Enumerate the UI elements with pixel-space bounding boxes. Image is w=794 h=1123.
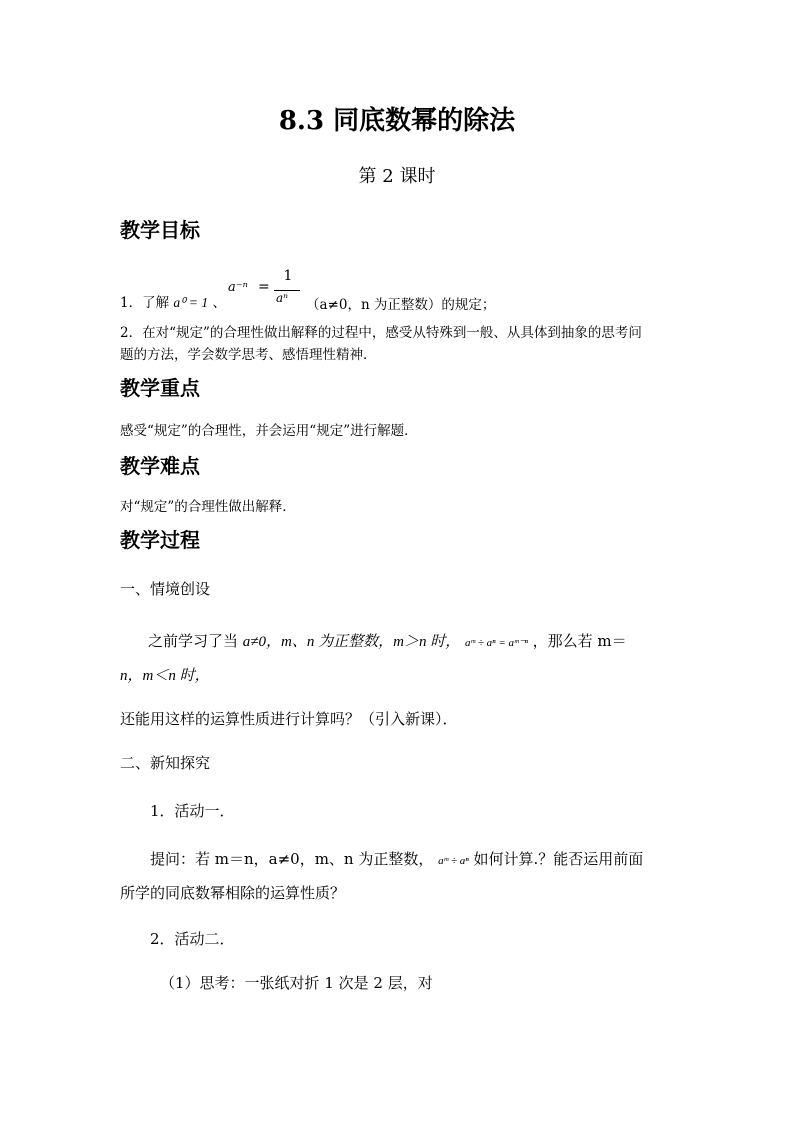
question-line-1 — [150, 848, 643, 869]
formula-division: aᵐ ÷ aⁿ — [438, 855, 469, 867]
paragraph-1-intro: 之前学习了当 — [148, 632, 239, 650]
activity-2: 2．活动二． — [150, 930, 235, 948]
question-intro: 提问：若 m＝n，a≠0，m、n 为正整数， — [150, 850, 434, 868]
question-continue: 如何计算.？能否运用前面 — [473, 850, 644, 868]
formula-lhs: a⁻ⁿ — [228, 280, 248, 295]
objective-1-sep: 、 — [212, 295, 226, 311]
objective-2-line-1: 2．在对“规定”的合理性做出解释的过程中，感受从特殊到一般、从具体到抽象的思考问 — [120, 325, 642, 341]
paragraph-1-condition: a≠0，m、n 为正整数，m＞n 时， — [242, 634, 461, 650]
objective-2-line-2: 题的方法，学会数学思考、感悟理性精神． — [120, 347, 377, 363]
heading-difficult-point: 教学难点 — [120, 454, 200, 478]
paragraph-1-line-2: n，m＜n 时， — [120, 668, 210, 684]
think-text: （1）思考：一张纸对折 1 次是 2 层，对 — [160, 974, 433, 992]
heading-objectives: 教学目标 — [120, 218, 200, 242]
heading-key-point: 教学重点 — [120, 376, 200, 400]
page-title: 8.3 同底数幂的除法 — [278, 106, 516, 136]
question-line-2: 所学的同底数幂相除的运算性质？ — [120, 884, 346, 902]
formula-a-zero: a⁰ = 1 — [173, 295, 209, 310]
objective-1 — [120, 292, 226, 314]
formula-numerator: 1 — [283, 268, 293, 284]
page-subtitle: 第 2 课时 — [358, 166, 436, 187]
formula-negative-exponent — [228, 268, 298, 308]
key-point-text: 感受“规定”的合理性，并会运用“规定”进行解题． — [120, 423, 418, 439]
objective-1-suffix: （a≠0，n 为正整数）的规定； — [306, 297, 496, 313]
part-1-heading: 一、情境创设 — [120, 580, 211, 598]
paragraph-1-line-1 — [148, 630, 627, 651]
difficult-point-text: 对“规定”的合理性做出解释． — [120, 499, 296, 515]
formula-denominator: aⁿ — [276, 291, 289, 305]
paragraph-1-line-3: 还能用这样的运算性质进行计算吗？（引入新课）． — [120, 710, 458, 728]
formula-equals: = — [258, 279, 270, 295]
heading-process: 教学过程 — [120, 528, 200, 552]
paragraph-1-continue: ，那么若 m＝ — [532, 632, 627, 650]
activity-1: 1．活动一． — [150, 802, 235, 820]
part-2-heading: 二、新知探究 — [120, 754, 211, 772]
objective-1-prefix: 1．了解 — [120, 295, 170, 311]
formula-quotient-rule: aᵐ ÷ aⁿ = aᵐ⁻ⁿ — [464, 637, 528, 649]
